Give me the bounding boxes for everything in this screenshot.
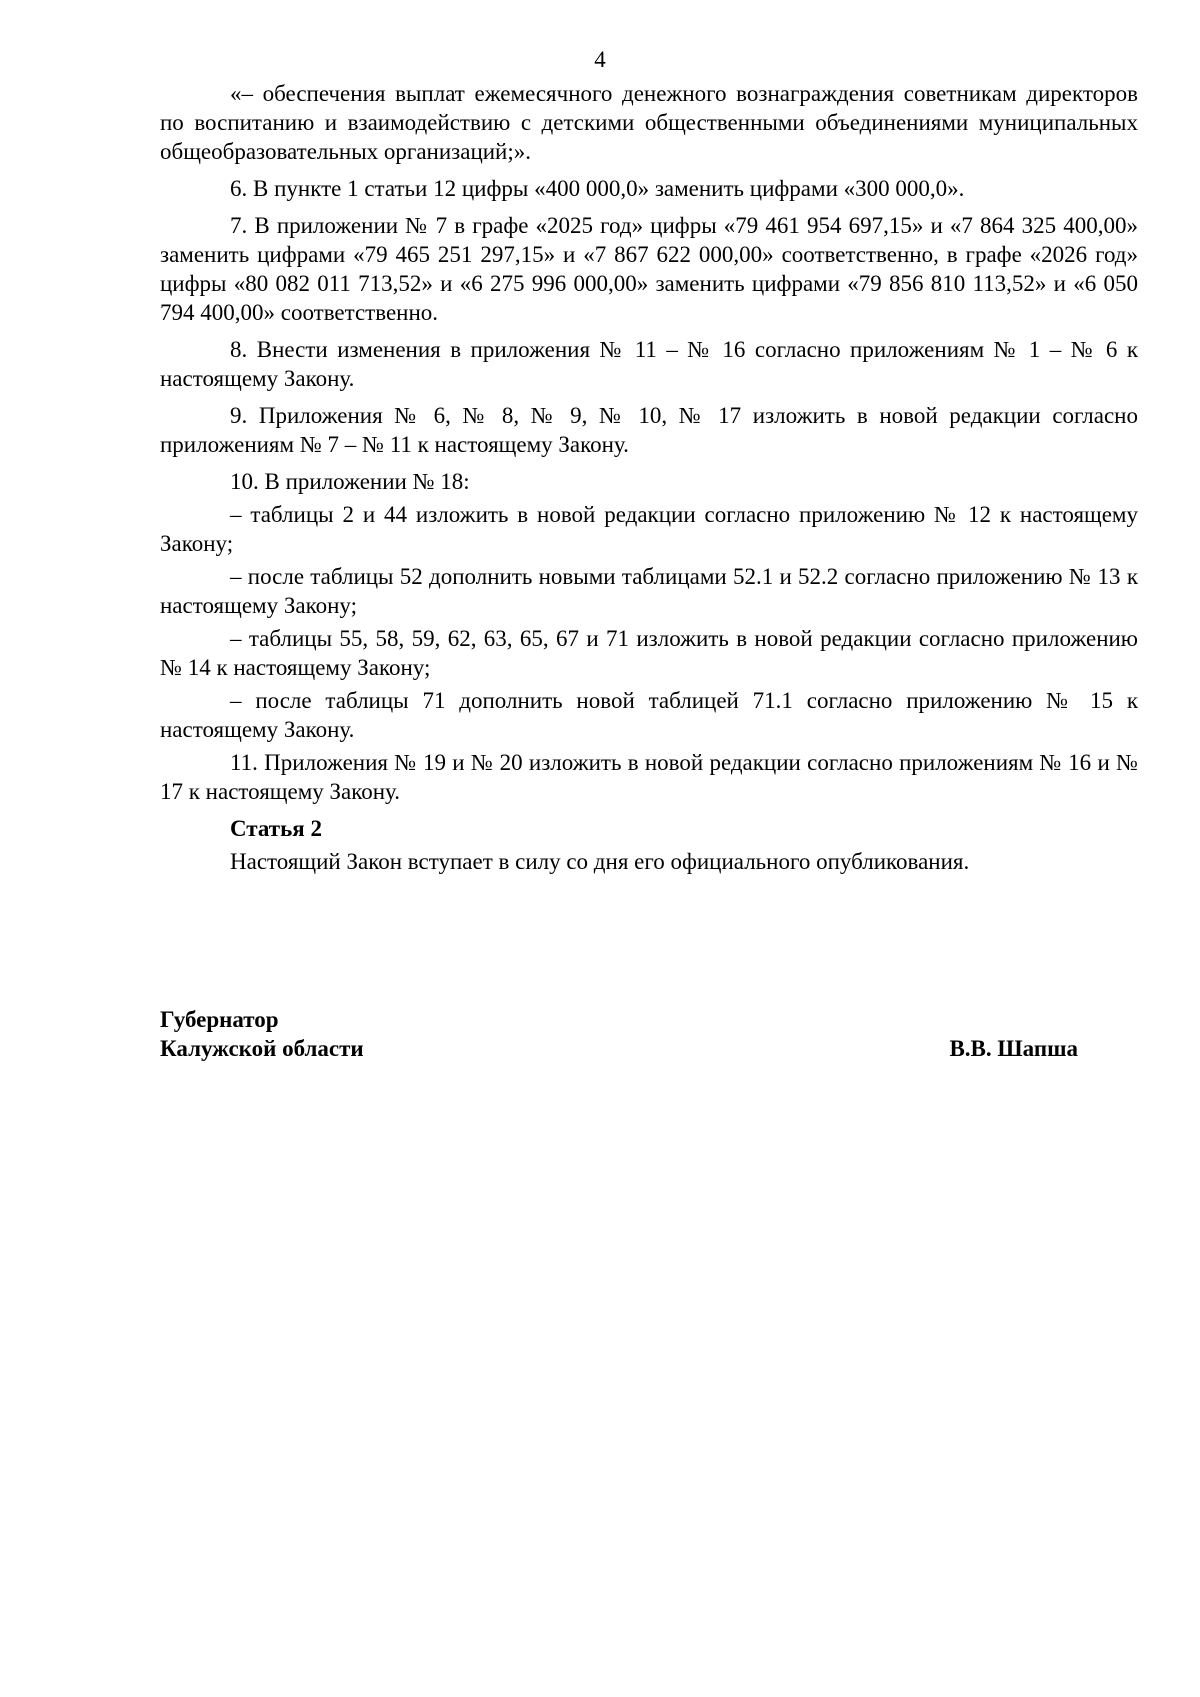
paragraph-item-5-continuation: «– обеспечения выплат ежемесячного денежного вознаграждения советникам директоров по воспитанию и взаимодействию с детскими общественными объединениями муниципальных общеобразовательных организаций;». (160, 81, 1138, 164)
paragraph-item-7: 7. В приложении № 7 в графе «2025 год» цифры «79 461 954 697,15» и «7 864 325 400,00» заменить цифрами «79 465 251 297,15» и «7 867 622 000,00» соответственно, в графе «2026 год» цифры «80 082 011 713,52» и «6 275 996 000,00» заменить цифрами «79 856 810 113,52» и «6 050 794 400,00» соответственно. (160, 213, 1138, 325)
paragraph-item-10-subitem-3: – таблицы 55, 58, 59, 62, 63, 65, 67 и 71 изложить в новой редакции согласно приложению № 14 к настоящему Закону; (160, 626, 1138, 680)
paragraph-item-6: 6. В пункте 1 статьи 12 цифры «400 000,0» заменить цифрами «300 000,0». (230, 176, 965, 201)
signatory-title-line1: Губернатор (160, 1007, 279, 1032)
article-heading: Статья 2 (230, 816, 322, 841)
paragraph-item-9: 9. Приложения № 6, № 8, № 9, № 10, № 17 изложить в новой редакции согласно приложениям № 7 – № 11 к настоящему Закону. (160, 403, 1138, 457)
page-number: 4 (594, 47, 606, 72)
signatory-title-line2: Калужской области (160, 1036, 364, 1061)
paragraph-item-10-subitem-1: – таблицы 2 и 44 изложить в новой редакции согласно приложению № 12 к настоящему Закону; (160, 502, 1138, 556)
paragraph-item-10-subitem-2: – после таблицы 52 дополнить новыми таблицами 52.1 и 52.2 согласно приложению № 13 к настоящему Закону; (160, 564, 1138, 618)
paragraph-item-10: 10. В приложении № 18: (230, 469, 470, 494)
document-body (160, 79, 1138, 876)
article-text: Настоящий Закон вступает в силу со дня его официального опубликования. (230, 849, 970, 874)
signatory-name: В.В. Шапша (949, 1036, 1078, 1061)
paragraph-item-11: 11. Приложения № 19 и № 20 изложить в новой редакции согласно приложениям № 16 и № 17 к настоящему Закону. (160, 750, 1138, 804)
paragraph-item-8: 8. Внести изменения в приложения № 11 – № 16 согласно приложениям № 1 – № 6 к настоящему Закону. (160, 337, 1138, 391)
paragraph-item-10-subitem-4: – после таблицы 71 дополнить новой таблицей 71.1 согласно приложению № 15 к настоящему Закону. (160, 688, 1138, 742)
signatory-title (160, 1005, 364, 1063)
